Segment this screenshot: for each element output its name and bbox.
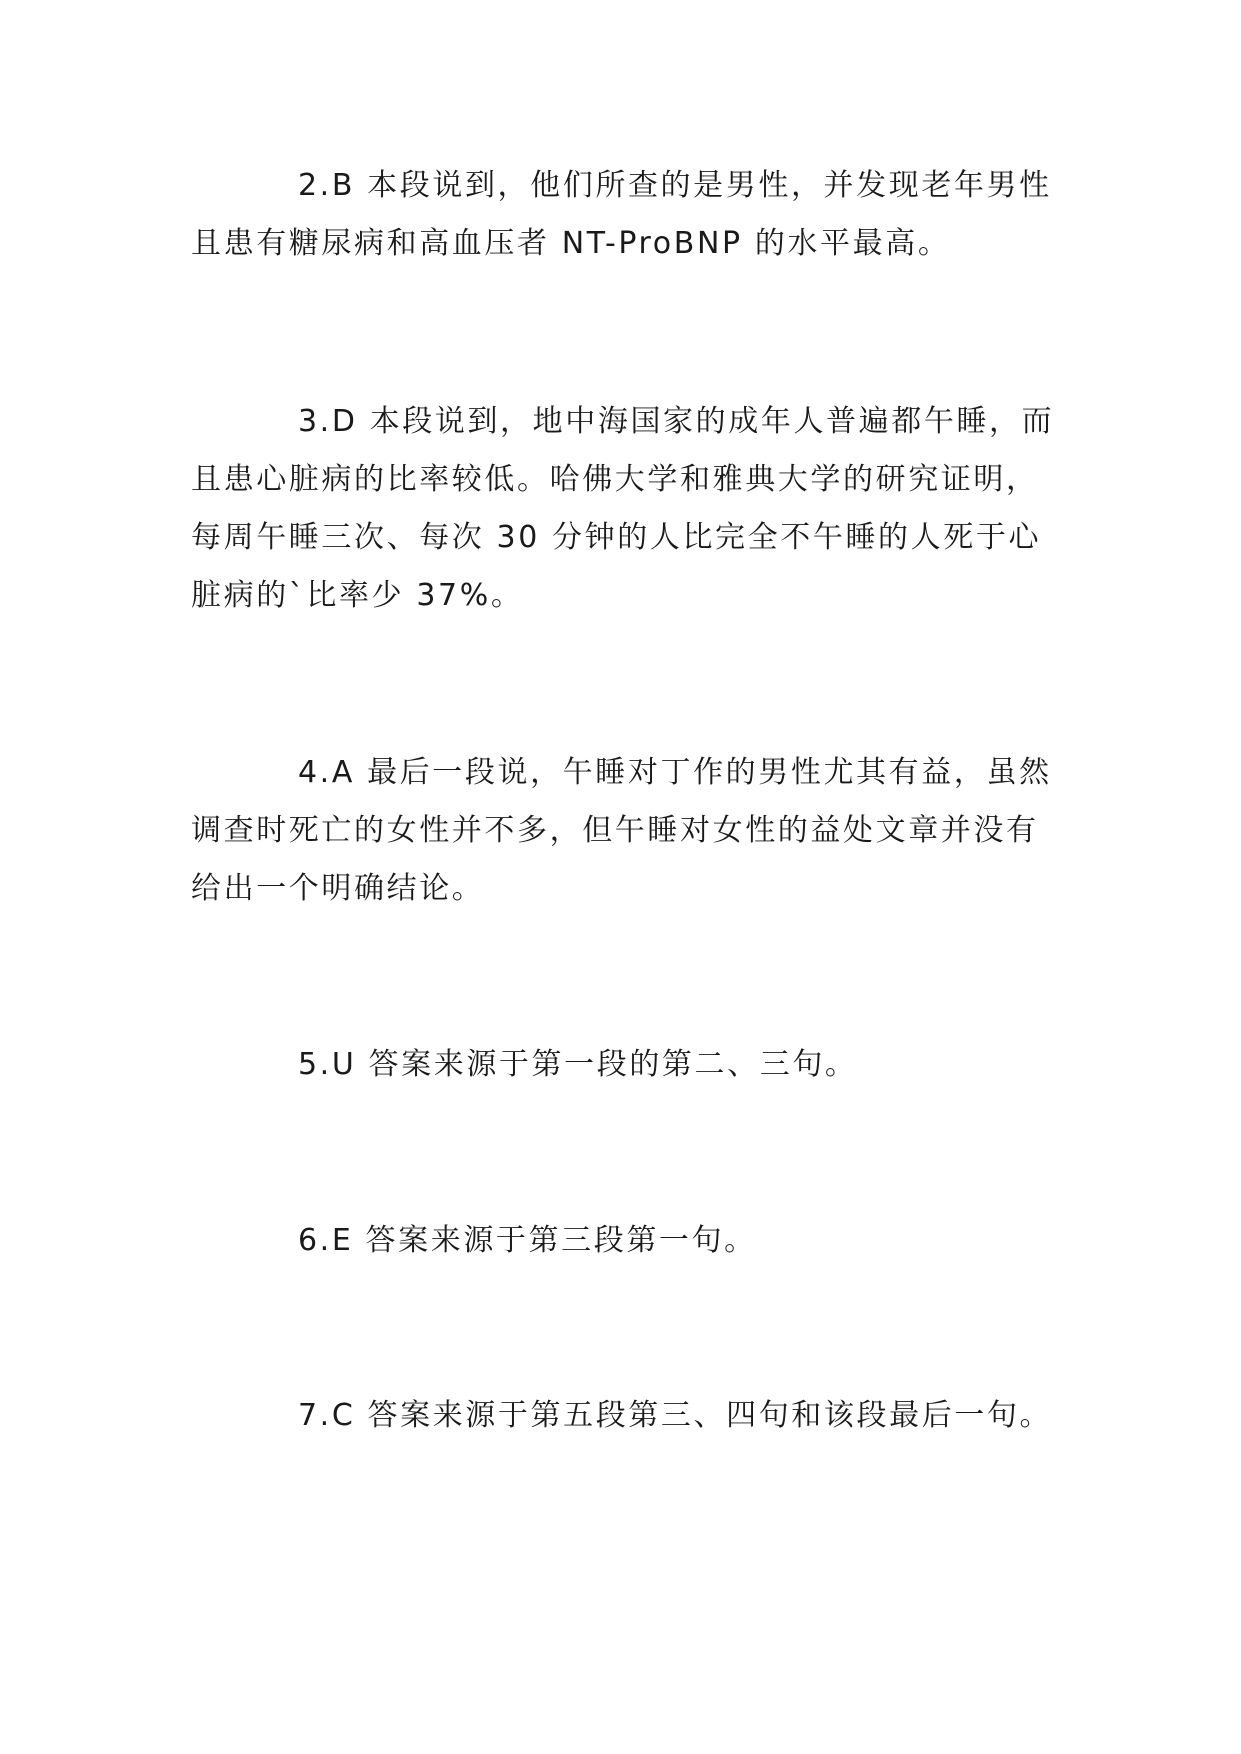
answer-paragraph-7: 7.C 答案来源于第五段第三、四句和该段最后一句。 [298,1398,1053,1433]
answer-paragraph-5: 5.U 答案来源于第一段的第二、三句。 [298,1047,858,1082]
answer-paragraph-6: 6.E 答案来源于第三段第一句。 [298,1223,757,1258]
answer-paragraph-2: 2.B 本段说到，他们所查的是男性，并发现老年男性且患有糖尿病和高血压者 NT-ProBNP 的水平最高。 [191,168,1052,261]
answer-paragraph-3: 3.D 本段说到，地中海国家的成年人普遍都午睡，而且患心脏病的比率较低。哈佛大学和雅典大学的研究证明，每周午睡三次、每次 30 分钟的人比完全不午睡的人死于心脏病的`比率少 37%。 [191,404,1055,613]
answer-paragraph-4: 4.A 最后一段说，午睡对丁作的男性尤其有益，虽然调查时死亡的女性并不多，但午睡对女性的益处文章并没有给出一个明确结论。 [191,755,1052,906]
